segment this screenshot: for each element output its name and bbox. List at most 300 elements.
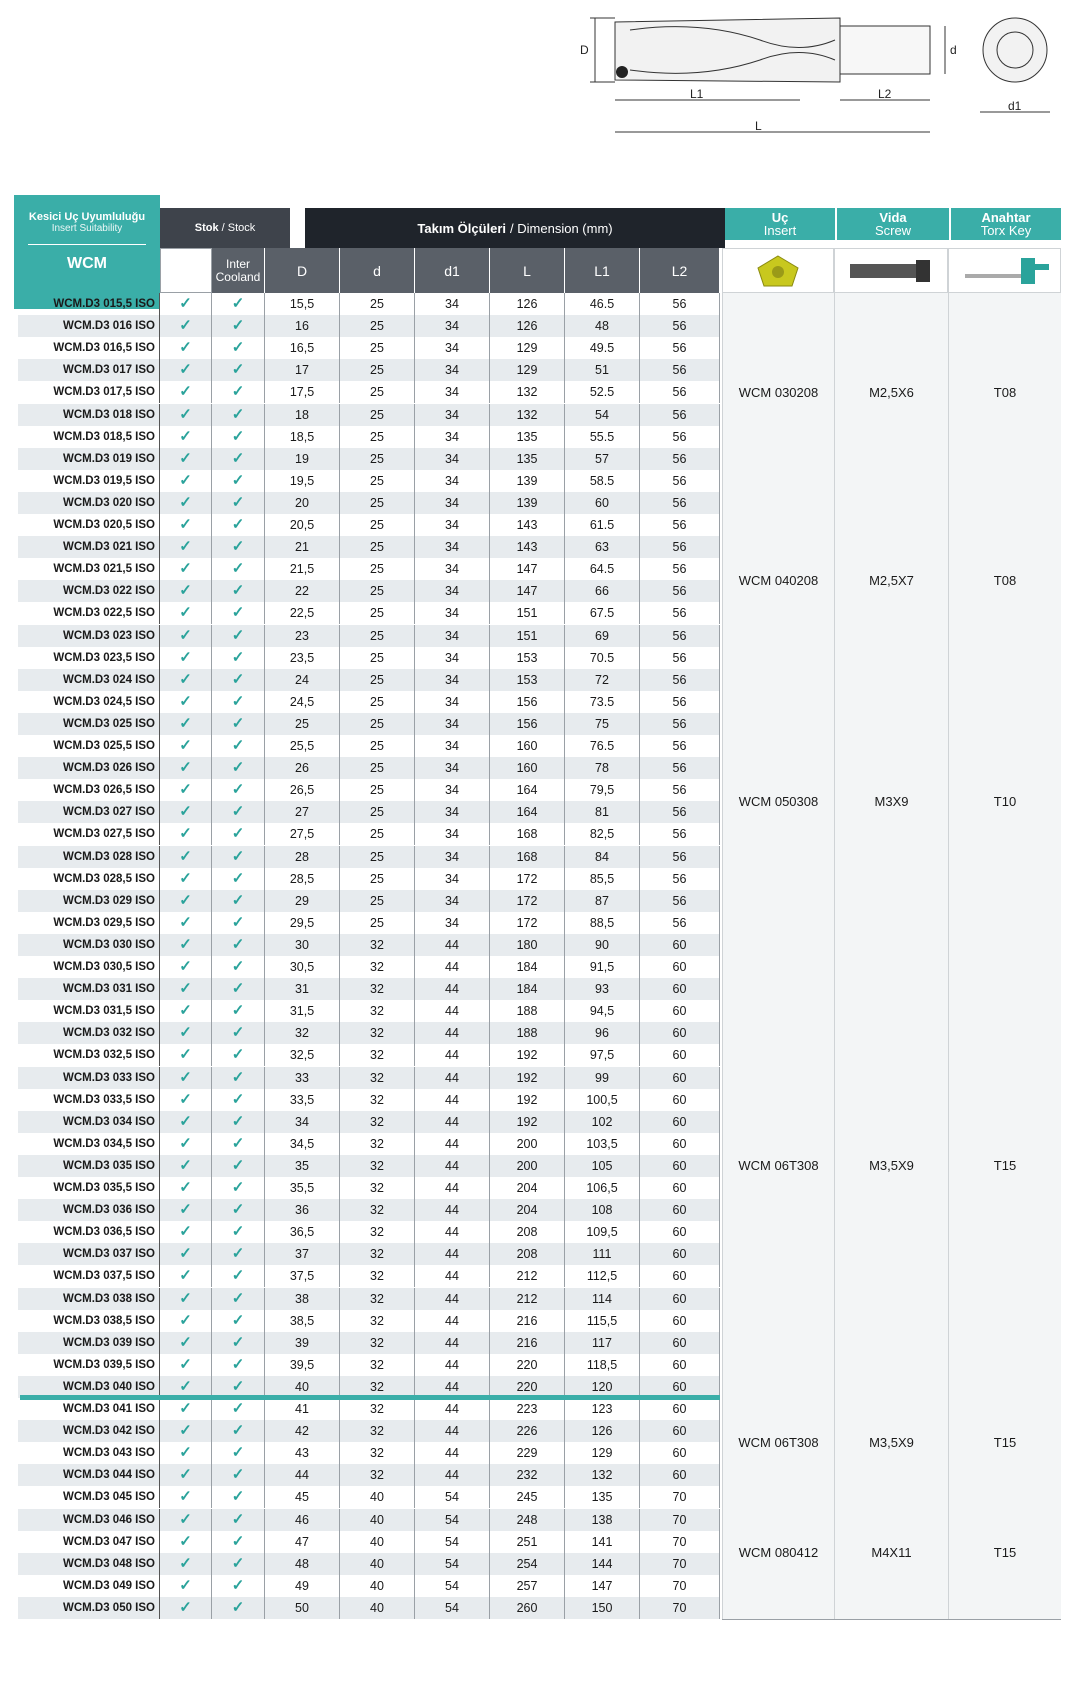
stock-check: ✓ xyxy=(160,1575,212,1597)
product-code: WCM.D3 034,5 ISO xyxy=(18,1133,160,1155)
value-d1: 34 xyxy=(415,823,490,845)
key-header xyxy=(951,208,1061,240)
value-d: 25 xyxy=(340,315,415,337)
value-d: 32 xyxy=(340,1089,415,1111)
value-d: 25 xyxy=(340,558,415,580)
stock-check: ✓ xyxy=(160,868,212,890)
product-code: WCM.D3 030,5 ISO xyxy=(18,956,160,978)
label-d1: d1 xyxy=(1008,99,1022,113)
value-d: 25 xyxy=(340,470,415,492)
value-L1: 97,5 xyxy=(565,1044,640,1066)
value-L1: 105 xyxy=(565,1155,640,1177)
stock-check: ✓ xyxy=(160,536,212,558)
value-L2: 60 xyxy=(640,1288,720,1310)
value-D: 24 xyxy=(265,669,340,691)
cooland-check: ✓ xyxy=(212,580,265,602)
cooland-check: ✓ xyxy=(212,691,265,713)
value-L: 143 xyxy=(490,536,565,558)
value-L: 192 xyxy=(490,1111,565,1133)
value-d: 25 xyxy=(340,381,415,403)
stock-check: ✓ xyxy=(160,1155,212,1177)
cooland-check: ✓ xyxy=(212,602,265,624)
product-code: WCM.D3 027,5 ISO xyxy=(18,823,160,845)
product-code: WCM.D3 043 ISO xyxy=(18,1442,160,1464)
value-d1: 44 xyxy=(415,1332,490,1354)
product-code: WCM.D3 035 ISO xyxy=(18,1155,160,1177)
value-d1: 34 xyxy=(415,801,490,823)
value-D: 27 xyxy=(265,801,340,823)
value-L1: 82,5 xyxy=(565,823,640,845)
value-L1: 112,5 xyxy=(565,1265,640,1287)
value-D: 23 xyxy=(265,625,340,647)
value-d: 25 xyxy=(340,823,415,845)
value-D: 33 xyxy=(265,1067,340,1089)
value-L: 204 xyxy=(490,1199,565,1221)
value-d: 32 xyxy=(340,1464,415,1486)
key-code: T15 xyxy=(948,934,1061,1398)
value-L2: 56 xyxy=(640,823,720,845)
value-D: 31,5 xyxy=(265,1000,340,1022)
value-D: 42 xyxy=(265,1420,340,1442)
value-d: 25 xyxy=(340,669,415,691)
value-L: 180 xyxy=(490,934,565,956)
value-d1: 44 xyxy=(415,1044,490,1066)
stock-check: ✓ xyxy=(160,1597,212,1619)
table-row xyxy=(18,912,720,934)
value-L1: 51 xyxy=(565,359,640,381)
value-L1: 114 xyxy=(565,1288,640,1310)
value-L1: 63 xyxy=(565,536,640,558)
value-d: 32 xyxy=(340,1398,415,1420)
cooland-check: ✓ xyxy=(212,669,265,691)
stock-check: ✓ xyxy=(160,1420,212,1442)
label-L1: L1 xyxy=(690,87,704,101)
value-L2: 60 xyxy=(640,956,720,978)
table-row xyxy=(18,669,720,691)
table-row xyxy=(18,536,720,558)
value-L2: 60 xyxy=(640,1155,720,1177)
value-L1: 115,5 xyxy=(565,1310,640,1332)
value-L: 139 xyxy=(490,470,565,492)
cooland-check: ✓ xyxy=(212,1486,265,1508)
value-d: 25 xyxy=(340,293,415,315)
value-L: 135 xyxy=(490,426,565,448)
value-L2: 60 xyxy=(640,1464,720,1486)
value-L1: 129 xyxy=(565,1442,640,1464)
stock-check: ✓ xyxy=(160,735,212,757)
value-D: 38 xyxy=(265,1288,340,1310)
value-d1: 34 xyxy=(415,514,490,536)
value-d: 32 xyxy=(340,1221,415,1243)
table-row xyxy=(18,890,720,912)
value-d1: 44 xyxy=(415,1265,490,1287)
cooland-check: ✓ xyxy=(212,1310,265,1332)
value-L: 212 xyxy=(490,1288,565,1310)
insert-group xyxy=(722,669,1061,935)
value-L2: 56 xyxy=(640,337,720,359)
value-L: 220 xyxy=(490,1354,565,1376)
product-code: WCM.D3 035,5 ISO xyxy=(18,1177,160,1199)
value-L2: 56 xyxy=(640,315,720,337)
value-d1: 54 xyxy=(415,1531,490,1553)
value-L1: 87 xyxy=(565,890,640,912)
value-d: 25 xyxy=(340,691,415,713)
value-D: 17,5 xyxy=(265,381,340,403)
table-row xyxy=(18,934,720,956)
value-d1: 34 xyxy=(415,315,490,337)
value-D: 31 xyxy=(265,978,340,1000)
product-code: WCM.D3 048 ISO xyxy=(18,1553,160,1575)
cooland-check: ✓ xyxy=(212,536,265,558)
screw-code: M2,5X7 xyxy=(834,492,948,669)
value-L2: 60 xyxy=(640,1044,720,1066)
value-d1: 34 xyxy=(415,293,490,315)
value-L: 153 xyxy=(490,669,565,691)
value-L1: 60 xyxy=(565,492,640,514)
insert-group xyxy=(722,1398,1061,1487)
value-d: 25 xyxy=(340,846,415,868)
value-L2: 56 xyxy=(640,757,720,779)
product-code: WCM.D3 033,5 ISO xyxy=(18,1089,160,1111)
value-d1: 34 xyxy=(415,890,490,912)
stock-check: ✓ xyxy=(160,448,212,470)
value-D: 44 xyxy=(265,1464,340,1486)
product-code: WCM.D3 024 ISO xyxy=(18,669,160,691)
cooland-check: ✓ xyxy=(212,1553,265,1575)
value-d1: 44 xyxy=(415,1155,490,1177)
table-row xyxy=(18,1509,720,1531)
value-d: 32 xyxy=(340,1022,415,1044)
table-row xyxy=(18,1133,720,1155)
table-row xyxy=(18,404,720,426)
value-L1: 147 xyxy=(565,1575,640,1597)
value-L1: 132 xyxy=(565,1464,640,1486)
value-L: 184 xyxy=(490,978,565,1000)
value-d: 32 xyxy=(340,1044,415,1066)
value-d: 25 xyxy=(340,426,415,448)
table-row xyxy=(18,1420,720,1442)
value-L: 257 xyxy=(490,1575,565,1597)
value-L: 160 xyxy=(490,757,565,779)
product-code: WCM.D3 030 ISO xyxy=(18,934,160,956)
value-d: 25 xyxy=(340,337,415,359)
value-L1: 99 xyxy=(565,1067,640,1089)
value-L: 132 xyxy=(490,381,565,403)
value-d: 25 xyxy=(340,404,415,426)
value-d1: 44 xyxy=(415,1067,490,1089)
product-code: WCM.D3 023 ISO xyxy=(18,625,160,647)
dimension-en: Dimension (mm) xyxy=(517,220,613,236)
value-L2: 60 xyxy=(640,1376,720,1398)
screw-code: M2,5X6 xyxy=(834,293,948,492)
stock-check: ✓ xyxy=(160,602,212,624)
value-d1: 44 xyxy=(415,1464,490,1486)
value-L1: 90 xyxy=(565,934,640,956)
value-D: 29,5 xyxy=(265,912,340,934)
value-D: 23,5 xyxy=(265,647,340,669)
cooland-check: ✓ xyxy=(212,1089,265,1111)
value-d1: 54 xyxy=(415,1553,490,1575)
tool-drawing xyxy=(0,0,1075,150)
value-L2: 60 xyxy=(640,1199,720,1221)
value-D: 36 xyxy=(265,1199,340,1221)
value-L1: 135 xyxy=(565,1486,640,1508)
value-d1: 34 xyxy=(415,846,490,868)
value-L: 129 xyxy=(490,359,565,381)
col-D-header: D xyxy=(265,248,340,293)
stock-check: ✓ xyxy=(160,381,212,403)
value-L: 168 xyxy=(490,846,565,868)
value-d: 25 xyxy=(340,536,415,558)
value-L: 129 xyxy=(490,337,565,359)
value-d: 25 xyxy=(340,757,415,779)
value-L2: 60 xyxy=(640,1265,720,1287)
value-L1: 150 xyxy=(565,1597,640,1619)
cooland-check: ✓ xyxy=(212,1420,265,1442)
value-D: 21,5 xyxy=(265,558,340,580)
value-L1: 144 xyxy=(565,1553,640,1575)
value-L2: 56 xyxy=(640,558,720,580)
value-L2: 60 xyxy=(640,1420,720,1442)
table-row xyxy=(18,315,720,337)
cooland-check: ✓ xyxy=(212,912,265,934)
value-L2: 60 xyxy=(640,978,720,1000)
table-row xyxy=(18,1111,720,1133)
value-d1: 34 xyxy=(415,536,490,558)
table-row xyxy=(18,1000,720,1022)
stock-check: ✓ xyxy=(160,1022,212,1044)
insert-code: WCM 050308 xyxy=(722,669,834,934)
product-code: WCM.D3 019 ISO xyxy=(18,448,160,470)
value-d1: 44 xyxy=(415,1111,490,1133)
value-L1: 126 xyxy=(565,1420,640,1442)
stock-check: ✓ xyxy=(160,337,212,359)
value-L: 208 xyxy=(490,1221,565,1243)
cooland-check: ✓ xyxy=(212,315,265,337)
value-D: 33,5 xyxy=(265,1089,340,1111)
value-L: 220 xyxy=(490,1376,565,1398)
col-L-header: L xyxy=(490,248,565,293)
value-L: 254 xyxy=(490,1553,565,1575)
value-d1: 34 xyxy=(415,757,490,779)
value-L2: 56 xyxy=(640,890,720,912)
table-row xyxy=(18,1332,720,1354)
table-row xyxy=(18,1464,720,1486)
stock-check: ✓ xyxy=(160,823,212,845)
product-code: WCM.D3 016 ISO xyxy=(18,315,160,337)
value-d: 40 xyxy=(340,1509,415,1531)
product-code: WCM.D3 037,5 ISO xyxy=(18,1265,160,1287)
table-row xyxy=(18,448,720,470)
value-L: 147 xyxy=(490,558,565,580)
value-L1: 49.5 xyxy=(565,337,640,359)
value-L1: 117 xyxy=(565,1332,640,1354)
value-D: 43 xyxy=(265,1442,340,1464)
value-L: 232 xyxy=(490,1464,565,1486)
value-d1: 44 xyxy=(415,1133,490,1155)
product-code: WCM.D3 016,5 ISO xyxy=(18,337,160,359)
value-L1: 73.5 xyxy=(565,691,640,713)
value-d1: 44 xyxy=(415,1288,490,1310)
product-code: WCM.D3 028,5 ISO xyxy=(18,868,160,890)
value-L1: 52.5 xyxy=(565,381,640,403)
insert-code: WCM 080412 xyxy=(722,1486,834,1619)
value-d: 40 xyxy=(340,1597,415,1619)
col-L2-header: L2 xyxy=(640,248,720,293)
value-d1: 34 xyxy=(415,669,490,691)
product-code: WCM.D3 039 ISO xyxy=(18,1332,160,1354)
value-D: 19,5 xyxy=(265,470,340,492)
cooland-check: ✓ xyxy=(212,647,265,669)
value-L: 135 xyxy=(490,448,565,470)
product-code: WCM.D3 027 ISO xyxy=(18,801,160,823)
value-L1: 79,5 xyxy=(565,779,640,801)
value-d: 25 xyxy=(340,801,415,823)
value-L2: 56 xyxy=(640,492,720,514)
cooland-check: ✓ xyxy=(212,1067,265,1089)
table-row xyxy=(18,846,720,868)
insert-tr: Uç xyxy=(771,210,789,225)
label-D: D xyxy=(580,43,589,57)
value-d1: 34 xyxy=(415,691,490,713)
stock-check: ✓ xyxy=(160,359,212,381)
value-D: 25 xyxy=(265,713,340,735)
value-L: 156 xyxy=(490,713,565,735)
stock-check: ✓ xyxy=(160,934,212,956)
table-row xyxy=(18,757,720,779)
value-L2: 60 xyxy=(640,1398,720,1420)
value-d: 32 xyxy=(340,1111,415,1133)
value-D: 38,5 xyxy=(265,1310,340,1332)
stock-check: ✓ xyxy=(160,1354,212,1376)
value-L: 172 xyxy=(490,890,565,912)
value-L2: 60 xyxy=(640,1310,720,1332)
value-L: 126 xyxy=(490,293,565,315)
value-L2: 60 xyxy=(640,1089,720,1111)
table-row xyxy=(18,1177,720,1199)
table-row xyxy=(18,558,720,580)
value-L1: 57 xyxy=(565,448,640,470)
label-L: L xyxy=(755,119,762,133)
value-L1: 66 xyxy=(565,580,640,602)
value-d1: 44 xyxy=(415,1089,490,1111)
cooland-check: ✓ xyxy=(212,293,265,315)
stock-check: ✓ xyxy=(160,691,212,713)
cooland-check: ✓ xyxy=(212,404,265,426)
cooland-check: ✓ xyxy=(212,890,265,912)
value-d: 25 xyxy=(340,448,415,470)
value-L1: 67.5 xyxy=(565,602,640,624)
cooland-check: ✓ xyxy=(212,1199,265,1221)
value-D: 22 xyxy=(265,580,340,602)
value-d1: 34 xyxy=(415,912,490,934)
value-D: 20,5 xyxy=(265,514,340,536)
value-L2: 60 xyxy=(640,934,720,956)
value-L2: 70 xyxy=(640,1597,720,1619)
col-L1-header: L1 xyxy=(565,248,640,293)
table-row xyxy=(18,1354,720,1376)
value-L2: 56 xyxy=(640,735,720,757)
insert-image xyxy=(722,248,834,293)
value-D: 25,5 xyxy=(265,735,340,757)
product-code: WCM.D3 019,5 ISO xyxy=(18,470,160,492)
product-code: WCM.D3 018,5 ISO xyxy=(18,426,160,448)
table-row xyxy=(18,470,720,492)
table-row xyxy=(18,735,720,757)
table-row xyxy=(18,1199,720,1221)
value-L: 248 xyxy=(490,1509,565,1531)
value-d: 25 xyxy=(340,779,415,801)
value-L1: 118,5 xyxy=(565,1354,640,1376)
value-d: 32 xyxy=(340,1354,415,1376)
product-code: WCM.D3 017 ISO xyxy=(18,359,160,381)
product-code: WCM.D3 020,5 ISO xyxy=(18,514,160,536)
value-D: 22,5 xyxy=(265,602,340,624)
cooland-check: ✓ xyxy=(212,558,265,580)
value-L2: 60 xyxy=(640,1067,720,1089)
table-row xyxy=(18,1067,720,1089)
value-L: 143 xyxy=(490,514,565,536)
product-code: WCM.D3 017,5 ISO xyxy=(18,381,160,403)
value-d: 25 xyxy=(340,514,415,536)
cooland-check: ✓ xyxy=(212,1111,265,1133)
value-L: 223 xyxy=(490,1398,565,1420)
value-L2: 56 xyxy=(640,359,720,381)
cooland-check: ✓ xyxy=(212,1155,265,1177)
value-D: 45 xyxy=(265,1486,340,1508)
value-L2: 56 xyxy=(640,602,720,624)
value-L1: 108 xyxy=(565,1199,640,1221)
stock-check: ✓ xyxy=(160,1133,212,1155)
cooland-check: ✓ xyxy=(212,934,265,956)
value-L1: 48 xyxy=(565,315,640,337)
insert-code: WCM 06T308 xyxy=(722,934,834,1398)
product-code: WCM.D3 036 ISO xyxy=(18,1199,160,1221)
value-d: 25 xyxy=(340,625,415,647)
stock-tr: Stok xyxy=(194,222,219,234)
value-d1: 34 xyxy=(415,647,490,669)
value-D: 47 xyxy=(265,1531,340,1553)
value-L1: 58.5 xyxy=(565,470,640,492)
value-L1: 81 xyxy=(565,801,640,823)
value-L: 192 xyxy=(490,1089,565,1111)
table-row xyxy=(18,1155,720,1177)
cooland-check: ✓ xyxy=(212,823,265,845)
stock-check: ✓ xyxy=(160,1464,212,1486)
stock-check: ✓ xyxy=(160,558,212,580)
product-code: WCM.D3 029 ISO xyxy=(18,890,160,912)
stock-check: ✓ xyxy=(160,1089,212,1111)
key-code: T10 xyxy=(948,669,1061,934)
key-tr: Anahtar xyxy=(981,210,1031,225)
value-d1: 44 xyxy=(415,1243,490,1265)
value-d: 25 xyxy=(340,492,415,514)
value-L: 204 xyxy=(490,1177,565,1199)
insert-group xyxy=(722,1486,1061,1620)
value-d1: 34 xyxy=(415,337,490,359)
product-code: WCM.D3 022,5 ISO xyxy=(18,602,160,624)
insert-suitability-tr: Kesici Uç Uyumluluğu xyxy=(28,211,146,223)
value-d: 32 xyxy=(340,1376,415,1398)
value-D: 29 xyxy=(265,890,340,912)
table-row xyxy=(18,978,720,1000)
cooland-check: ✓ xyxy=(212,1575,265,1597)
value-d: 32 xyxy=(340,1155,415,1177)
value-d1: 34 xyxy=(415,735,490,757)
value-L1: 141 xyxy=(565,1531,640,1553)
table-row xyxy=(18,337,720,359)
cooland-check: ✓ xyxy=(212,1288,265,1310)
